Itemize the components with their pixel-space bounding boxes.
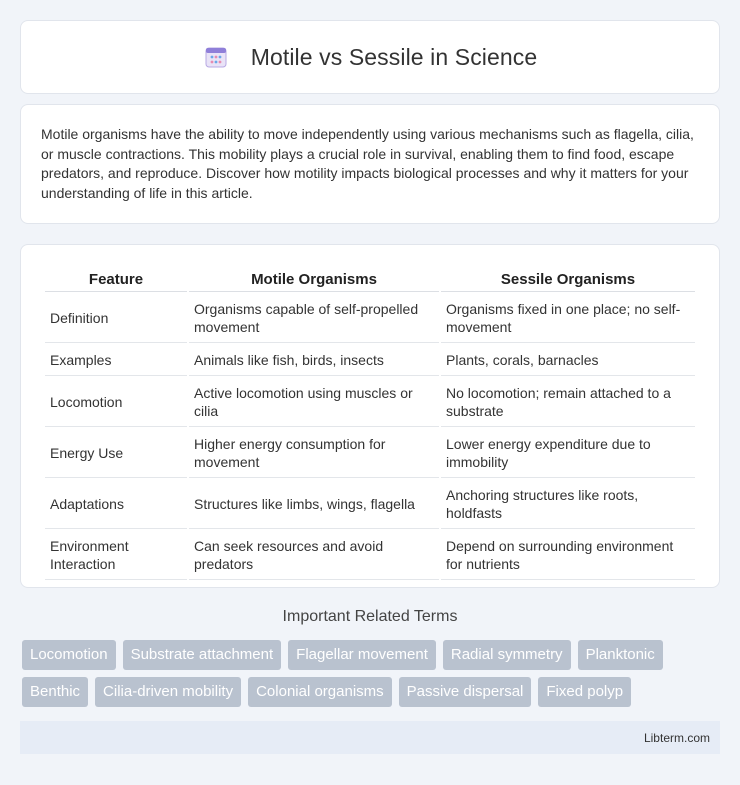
tag-cilia-driven-mobility[interactable]: Cilia-driven mobility <box>95 677 241 707</box>
table-row <box>45 480 695 529</box>
table-row <box>45 531 695 580</box>
table-cell: Higher energy consumption for movement <box>189 429 439 478</box>
column-header: Motile Organisms <box>189 267 439 292</box>
tag-fixed-polyp[interactable]: Fixed polyp <box>538 677 631 707</box>
page-title: Motile vs Sessile in Science <box>250 43 538 70</box>
table-cell: Depend on surrounding environment for nutrients <box>441 531 695 580</box>
table-cell: No locomotion; remain attached to a substrate <box>441 378 695 427</box>
tag-radial-symmetry[interactable]: Radial symmetry <box>443 640 571 670</box>
tag-colonial-organisms[interactable]: Colonial organisms <box>248 677 392 707</box>
table-cell: Animals like fish, birds, insects <box>189 345 439 376</box>
tag-passive-dispersal[interactable]: Passive dispersal <box>399 677 532 707</box>
comparison-table <box>43 265 697 582</box>
table-row <box>45 378 695 427</box>
table-cell: Examples <box>45 345 187 376</box>
column-header: Sessile Organisms <box>441 267 695 292</box>
table-cell: Organisms capable of self-propelled movement <box>189 294 439 343</box>
table-cell: Energy Use <box>45 429 187 478</box>
calendar-icon <box>203 44 229 70</box>
table-row <box>45 429 695 478</box>
table-cell: Locomotion <box>45 378 187 427</box>
table-cell: Active locomotion using muscles or cilia <box>189 378 439 427</box>
table-cell: Organisms fixed in one place; no self-movement <box>441 294 695 343</box>
column-header: Feature <box>45 267 187 292</box>
intro-card <box>20 104 720 224</box>
related-terms-title: Important Related Terms <box>282 608 458 625</box>
intro-text: Motile organisms have the ability to move independently using various mechanisms such as flagella, cilia, or muscle contractions. This mobility plays a crucial role in survival, enabling them to find food, escape predators, and reproduce. Discover how motility impacts biological processes and why it matters for your understanding of life in this article. <box>41 126 694 201</box>
tag-flagellar-movement[interactable]: Flagellar movement <box>288 640 436 670</box>
header-card <box>20 20 720 94</box>
table-cell: Structures like limbs, wings, flagella <box>189 480 439 529</box>
table-cell: Can seek resources and avoid predators <box>189 531 439 580</box>
related-terms-tags <box>22 640 722 714</box>
tag-planktonic[interactable]: Planktonic <box>578 640 663 670</box>
table-row <box>45 294 695 343</box>
tag-benthic[interactable]: Benthic <box>22 677 88 707</box>
tag-substrate-attachment[interactable]: Substrate attachment <box>123 640 282 670</box>
table-cell: Environment Interaction <box>45 531 187 580</box>
table-cell: Plants, corals, barnacles <box>441 345 695 376</box>
tag-locomotion[interactable]: Locomotion <box>22 640 116 670</box>
table-cell: Adaptations <box>45 480 187 529</box>
footer-site-link[interactable]: Libterm.com <box>643 730 710 745</box>
footer <box>20 721 720 754</box>
table-cell: Anchoring structures like roots, holdfasts <box>441 480 695 529</box>
table-row <box>45 345 695 376</box>
table-header-row <box>45 267 695 292</box>
comparison-table-card <box>20 244 720 588</box>
table-cell: Lower energy expenditure due to immobility <box>441 429 695 478</box>
table-cell: Definition <box>45 294 187 343</box>
